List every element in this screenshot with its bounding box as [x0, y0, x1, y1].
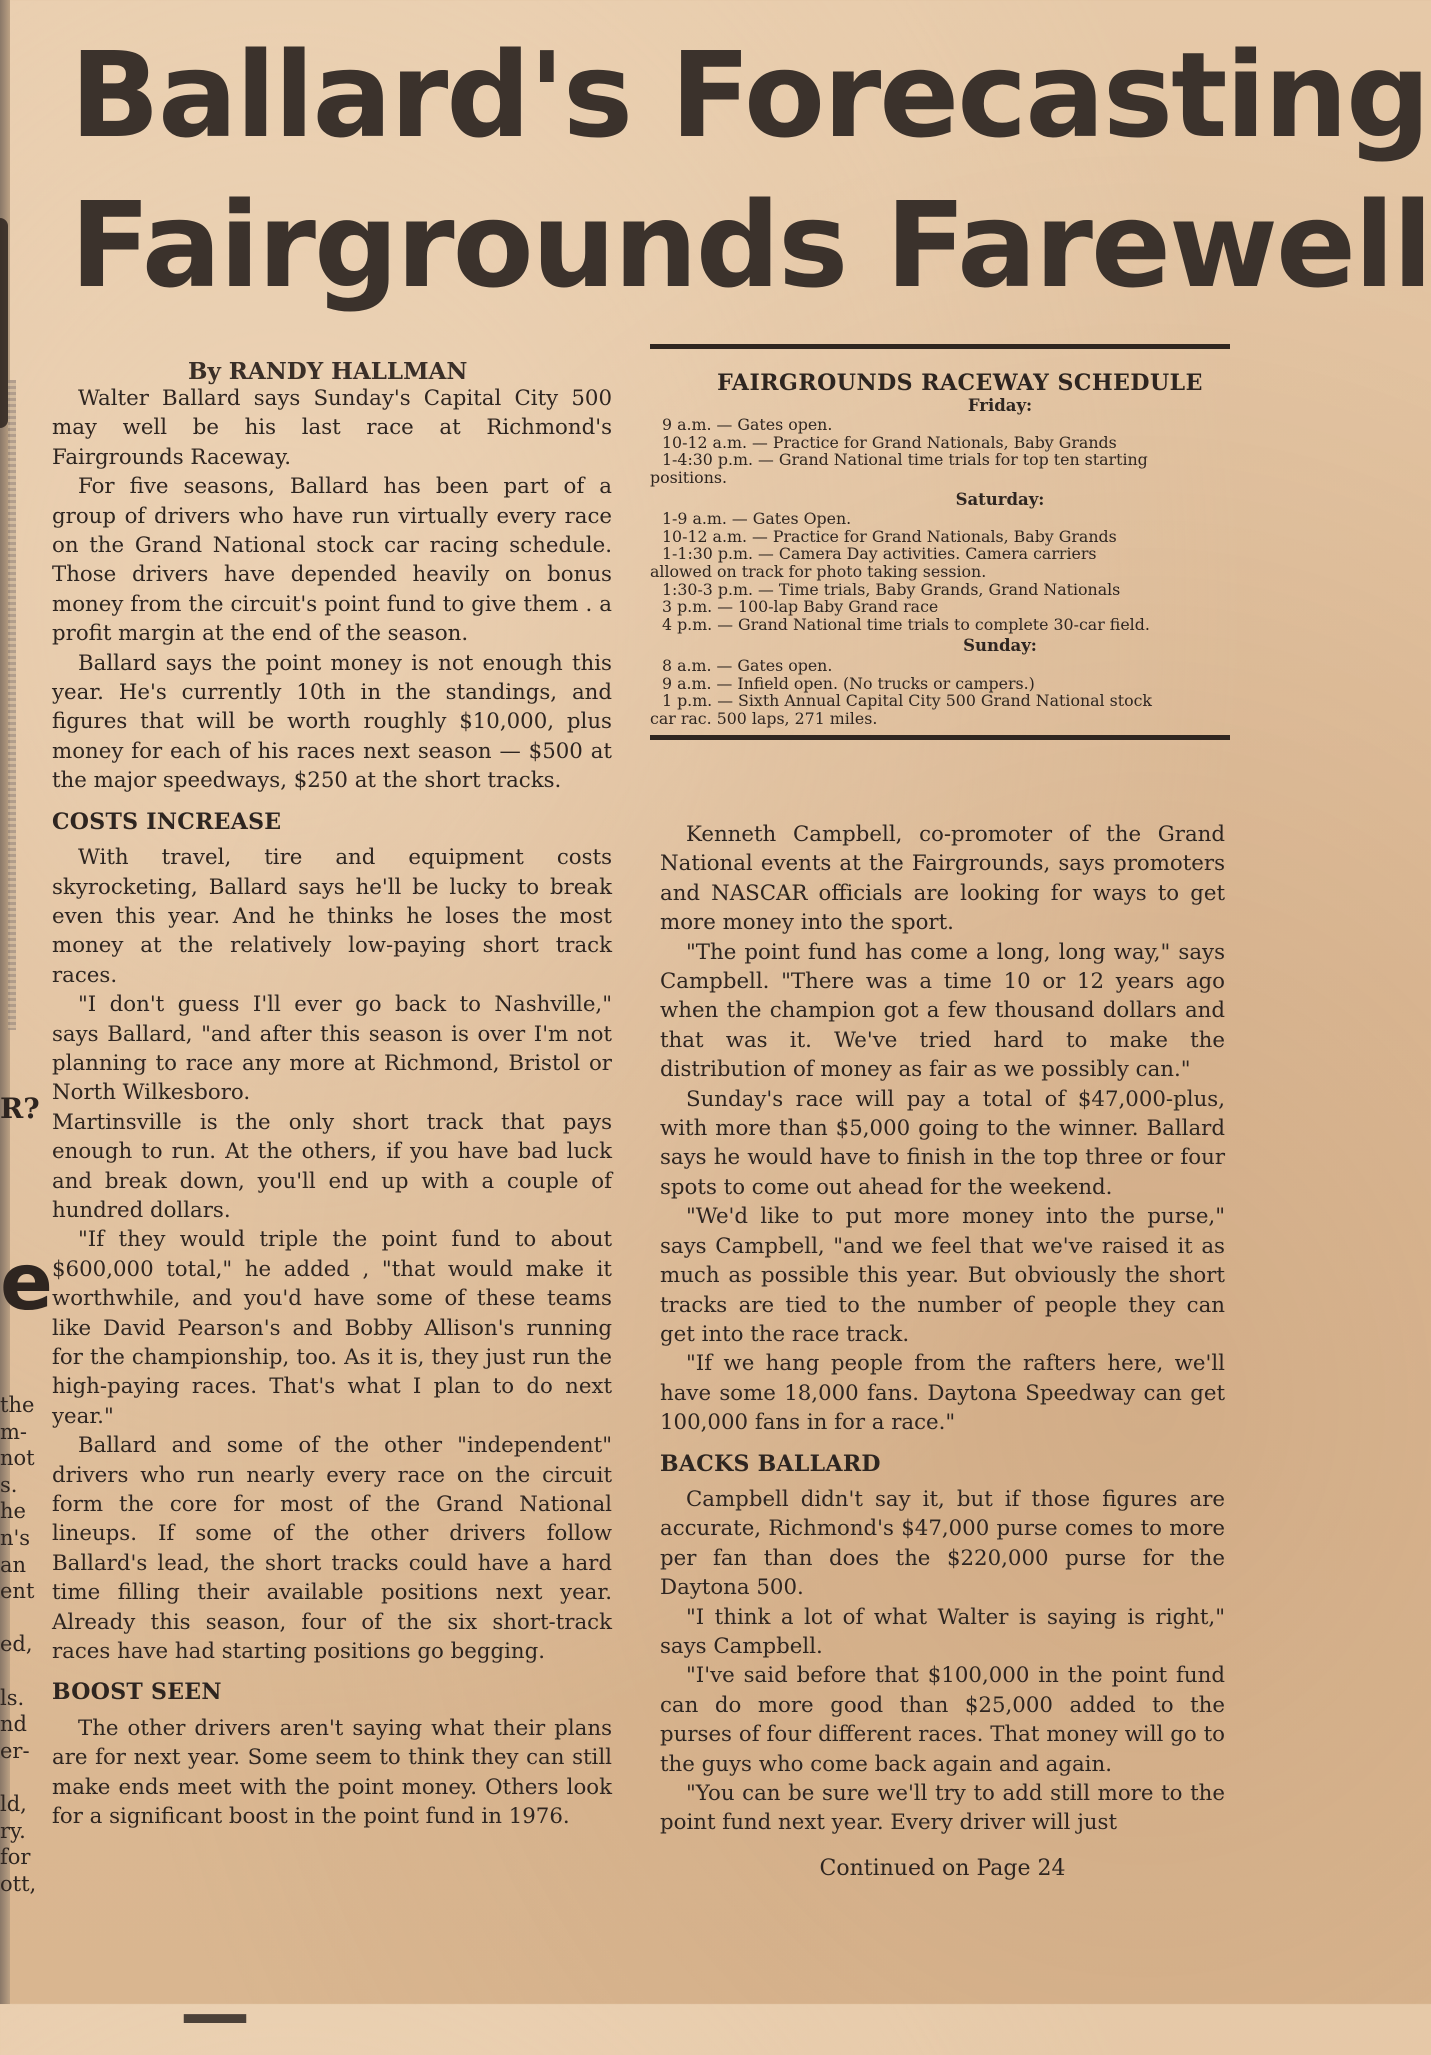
cut-off-line: ld,	[0, 1791, 27, 1816]
cut-off-line: m-	[0, 1419, 28, 1444]
continued-notice: Continued on Page 24	[819, 1855, 1066, 1881]
cut-off-line: not	[0, 1446, 35, 1471]
cut-off-line: s.	[0, 1472, 18, 1497]
cut-off-fragment: R?	[0, 1092, 40, 1125]
cut-off-line: nd	[0, 1712, 27, 1737]
paragraph: With travel, tire and equipment costs skyrocketing, Ballard says he'll be lucky to break even this year. And he thinks he loses the most money at the relatively low-paying short track races.	[52, 845, 612, 988]
raceway-schedule-box	[650, 344, 1230, 740]
left-column	[52, 384, 612, 1832]
paragraph: Kenneth Campbell, co-promoter of the Grand National events at the Fairgrounds, says promoters and NASCAR officials are looking for ways to get more money into the sport.	[660, 822, 1225, 936]
schedule-item: 3 p.m. — 100-lap Baby Grand race	[662, 597, 939, 617]
paragraph: "I've said before that $100,000 in the point fund can do more good than $25,000 added to the purses of four different races. That money will go to the guys who come back again and again.	[660, 1663, 1225, 1777]
cut-off-line: an	[0, 1552, 27, 1577]
paragraph: For five seasons, Ballard has been part of a group of drivers who have run virtually every race on the Grand National stock car racing schedule. Those drivers have depended heavily on bonus money from the circuit's point fund to give them . a profit margin at the end of the season.	[52, 474, 612, 647]
schedule-item: 1-1:30 p.m. — Camera Day activities. Camera carriers	[662, 544, 1097, 564]
schedule-item: allowed on track for photo taking session.	[650, 561, 987, 581]
schedule-item: 1-9 a.m. — Gates Open.	[662, 509, 852, 529]
paragraph: "We'd like to put more money into the purse," says Campbell, "and we feel that we've raised it as much as possible this year. But obviously the short tracks are tied to the number of people they can get into the race track.	[660, 1204, 1225, 1347]
schedule-item: 9 a.m. — Infield open. (No trucks or campers.)	[662, 673, 1035, 693]
schedule-item: 1 p.m. — Sixth Annual Capital City 500 Grand National stock	[662, 691, 1153, 711]
cut-off-line: ls.	[0, 1685, 25, 1710]
cut-off-line: n's	[0, 1525, 31, 1550]
paragraph: "I think a lot of what Walter is saying is right," says Campbell.	[660, 1604, 1225, 1659]
next-headline-fragment: —	[180, 1973, 250, 2055]
paragraph: Sunday's race will pay a total of $47,000-plus, with more than $5,000 going to the winner. Ballard says he would have to finish in the top three or four spots to come out ahead for the weekend.	[660, 1086, 1225, 1200]
paragraph: The other drivers aren't saying what their plans are for next year. Some seem to think they can still make ends meet with the point money. Others look for a significant boost in the point fund in 1976.	[52, 1715, 612, 1830]
schedule-item: 10-12 a.m. — Practice for Grand Nationals, Baby Grands	[662, 432, 1117, 452]
right-column	[660, 820, 1225, 1883]
headline-line-2: Fairgrounds Farewell	[70, 176, 1431, 314]
cut-off-line	[0, 1658, 52, 1685]
schedule-item: 8 a.m. — Gates open.	[662, 655, 833, 675]
paragraph: Martinsville is the only short track that pays enough to run. At the others, if you have bad luck and break down, you'll end up with a couple of hundred dollars.	[52, 1109, 612, 1223]
cut-off-line: for	[0, 1845, 31, 1870]
cut-off-line: ry.	[0, 1818, 26, 1843]
byline: By RANDY HALLMAN	[188, 358, 468, 385]
headline	[70, 20, 1431, 320]
paragraph: "If they would triple the point fund to about $600,000 total," he added , "that would make it worthwhile, and you'd have some of these teams like David Pearson's and Bobby Allison's running for the championship, too. As it is, they just run the high-paying races. That's what I plan to do next year."	[52, 1227, 612, 1429]
paragraph: "The point fund has come a long, long way," says Campbell. "There was a time 10 or 12 years ago when the champion got a few thousand dollars and that was it. We've tried hard to make the distribution of money as fair as we possibly can."	[660, 939, 1225, 1083]
cut-off-column	[0, 1392, 52, 1897]
paragraph: Walter Ballard says Sunday's Capital City 500 may well be his last race at Richmond's Fairgrounds Raceway.	[52, 386, 612, 470]
schedule-item: 10-12 a.m. — Practice for Grand Nationals, Baby Grands	[662, 526, 1117, 546]
schedule-day-label: Saturday:	[955, 489, 1045, 509]
cut-off-line: ed,	[0, 1632, 33, 1657]
paragraph: "If we hang people from the rafters here, we'll have some 18,000 fans. Daytona Speedway can get 100,000 fans in for a race."	[660, 1351, 1225, 1436]
cut-off-line: ent	[0, 1579, 35, 1604]
headline-line-1: Ballard's Forecasting	[70, 26, 1429, 164]
schedule-item: car rac. 500 laps, 271 miles.	[650, 708, 878, 728]
cut-off-line: the	[0, 1393, 35, 1417]
schedule-item: 4 p.m. — Grand National time trials to complete 30-car field.	[662, 614, 1150, 634]
cut-off-line: he	[0, 1499, 26, 1524]
cut-off-line	[0, 1605, 52, 1632]
cut-off-line: er-	[0, 1738, 30, 1763]
paragraph: "I don't guess I'll ever go back to Nashville," says Ballard, "and after this season is over I'm not planning to race any more at Richmond, Bristol or North Wilkesboro.	[52, 992, 612, 1106]
paragraph: Ballard and some of the other "independent" drivers who run nearly every race on the circuit form the core for most of the Grand National lineups. If some of the other drivers follow Ballard's lead, the short tracks could have a hard time filling their available positions next year. Already this season, four of the six short-track races have had starting positions go begging.	[52, 1433, 612, 1665]
halftone-edge	[8, 380, 16, 1030]
paragraph: Ballard says the point money is not enough this year. He's currently 10th in the standings, and figures that will be worth roughly $10,000, plus money for each of his races next season — $500 at the major speedways, $250 at the short tracks.	[52, 650, 612, 794]
subheading: BOOST SEEN	[52, 1679, 222, 1706]
cut-off-line	[0, 1764, 52, 1791]
schedule-title: FAIRGROUNDS RACEWAY SCHEDULE	[717, 370, 1203, 396]
cut-off-line: ott,	[0, 1871, 37, 1896]
paragraph: "You can be sure we'll try to add still more to the point fund next year. Every driver will just	[660, 1781, 1225, 1836]
subheading: BACKS BALLARD	[660, 1450, 881, 1477]
schedule-day-label: Friday:	[967, 395, 1033, 415]
paragraph: Campbell didn't say it, but if those figures are accurate, Richmond's $47,000 purse comes to more per fan than does the $220,000 purse for the Daytona 500.	[660, 1486, 1225, 1601]
schedule-item: 9 a.m. — Gates open.	[662, 415, 833, 435]
cut-off-graphic	[0, 218, 8, 428]
schedule-item: 1-4:30 p.m. — Grand National time trials for top ten starting	[662, 450, 1148, 470]
cut-off-fragment: e	[0, 1238, 53, 1328]
schedule-day-label: Sunday:	[963, 636, 1037, 656]
subheading: COSTS INCREASE	[52, 808, 282, 835]
schedule-item: positions.	[650, 467, 727, 487]
schedule-item: 1:30-3 p.m. — Time trials, Baby Grands, Grand Nationals	[662, 579, 1121, 599]
